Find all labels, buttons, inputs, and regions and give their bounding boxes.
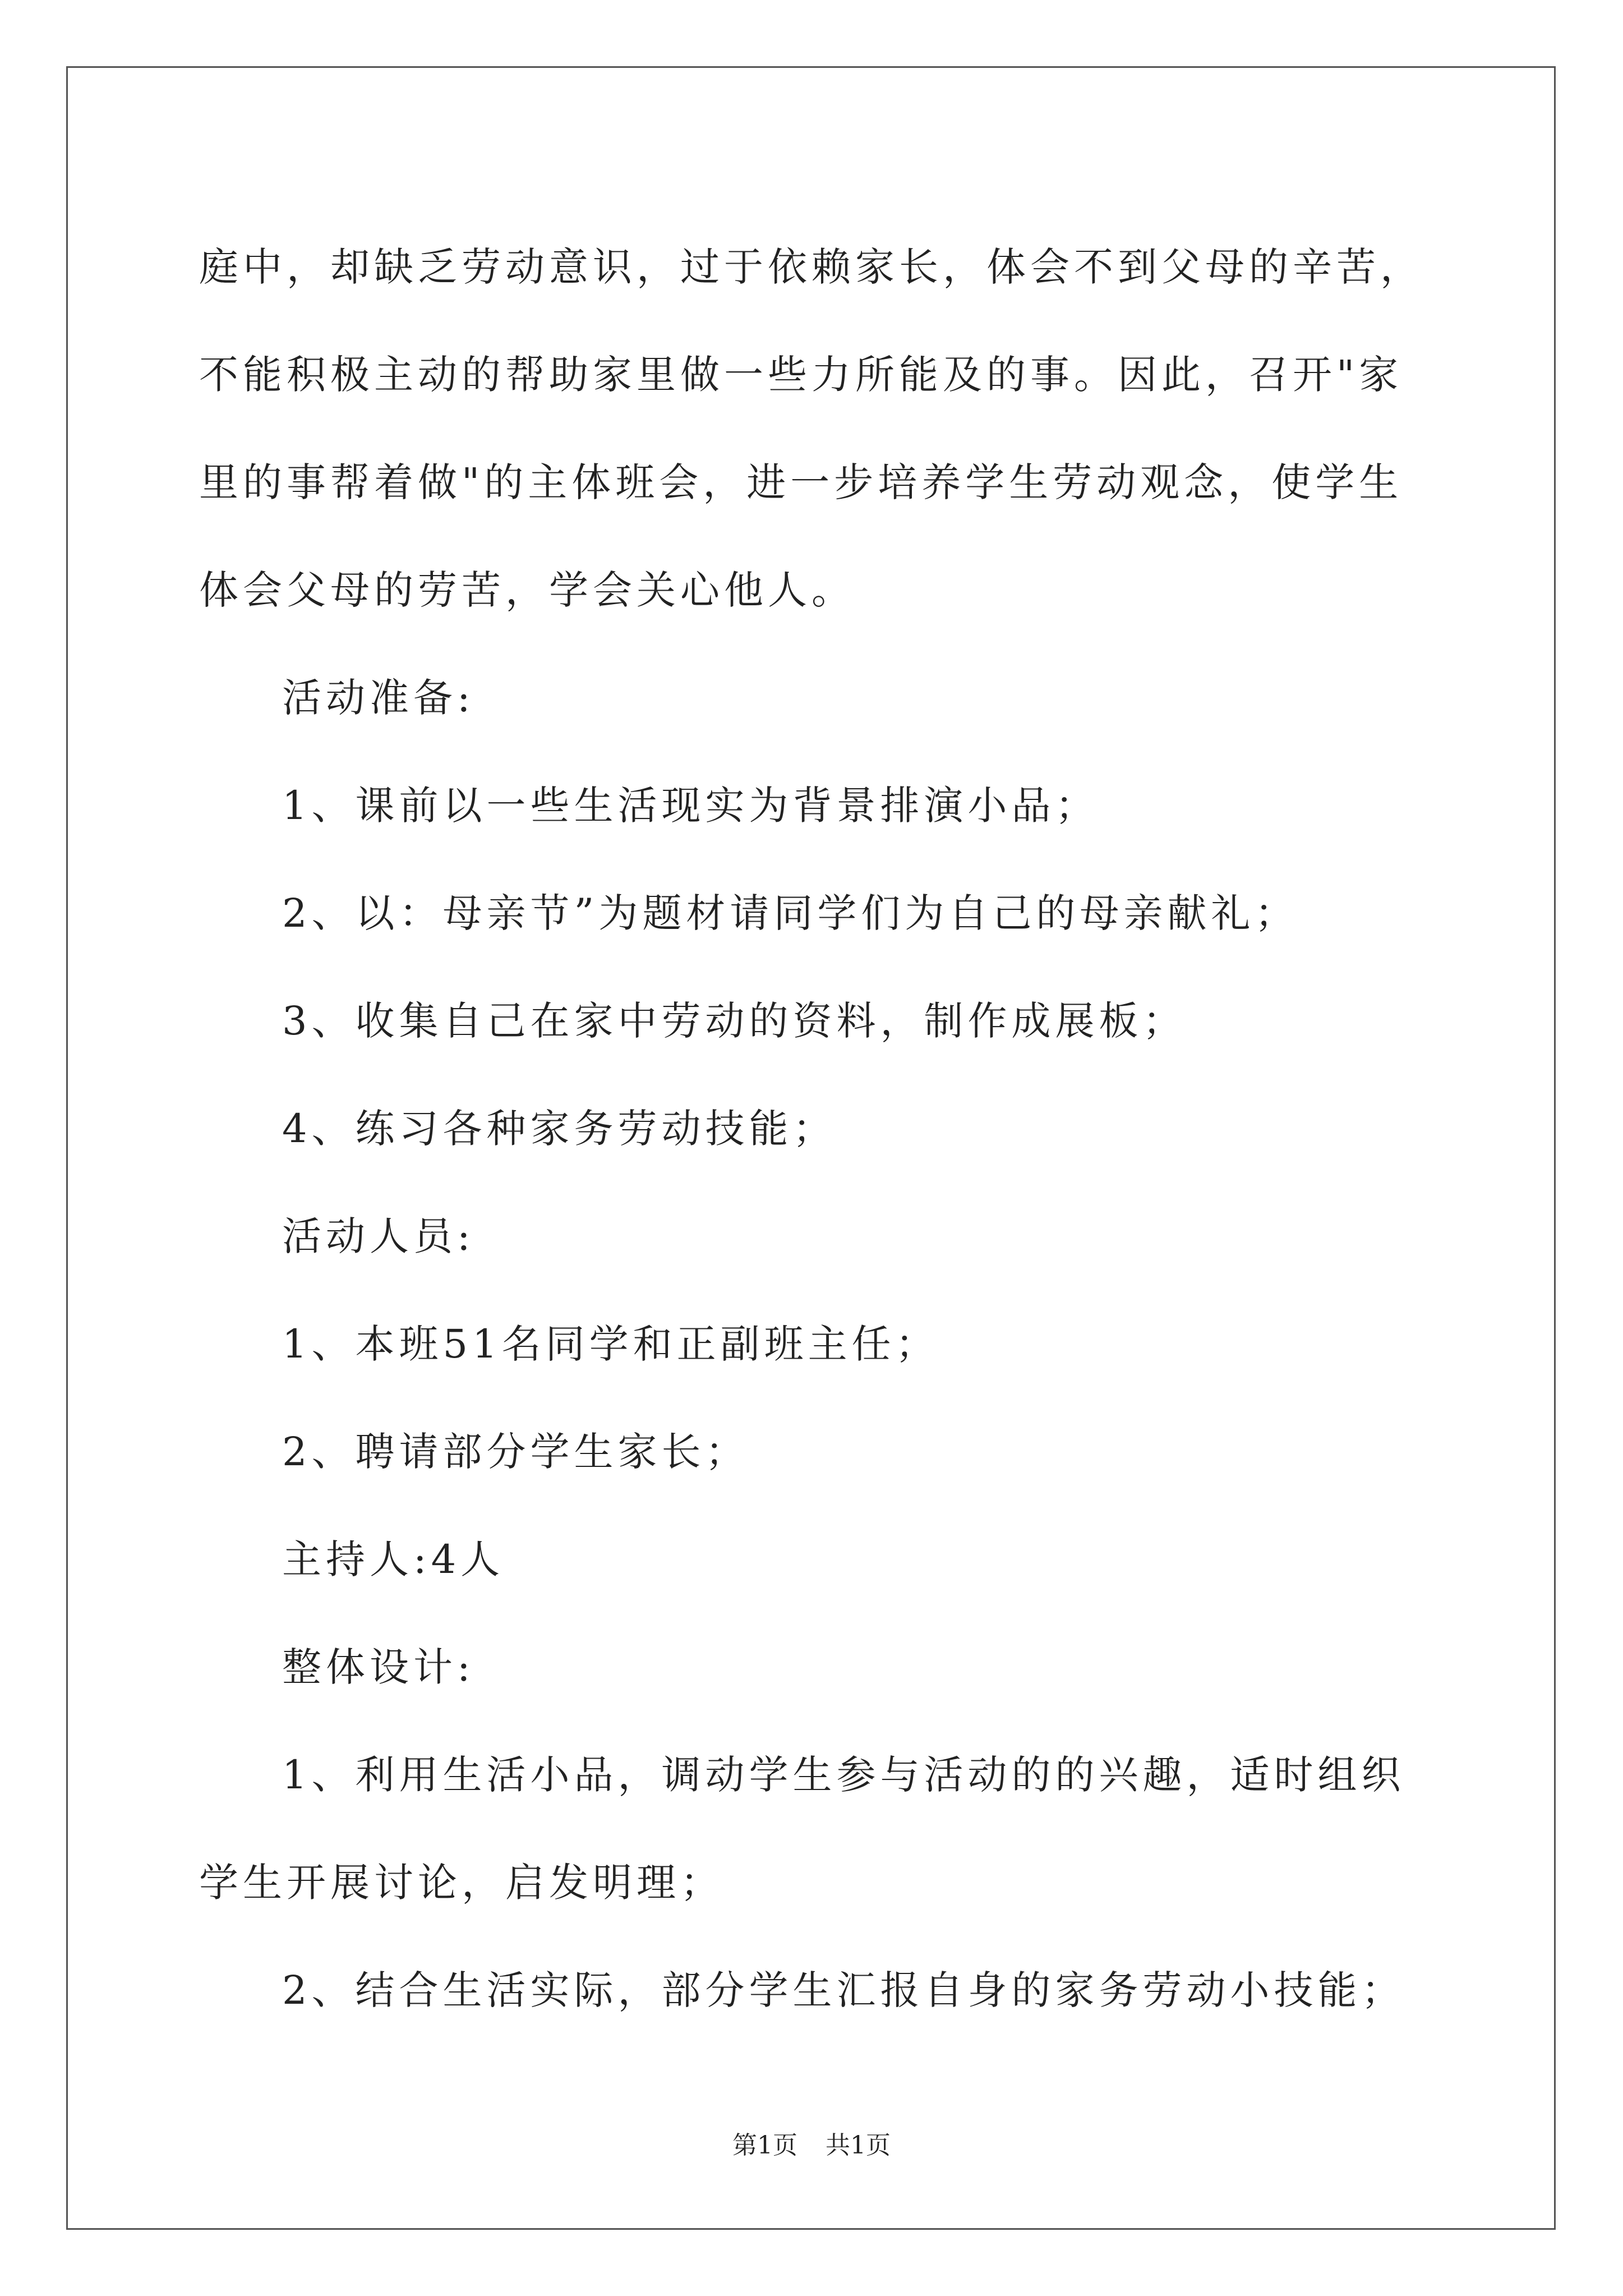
preparation-item-2: 2、以：母亲节”为题材请同学们为自己的母亲献礼； — [282, 890, 1299, 936]
page-number: 第1页 — [732, 2131, 797, 2160]
page-total: 共1页 — [826, 2131, 891, 2160]
host-line: 主持人:4人 — [282, 1536, 505, 1582]
preparation-item-4: 4、练习各种家务劳动技能； — [282, 1106, 837, 1152]
paragraph-intro: 庭中，却缺乏劳动意识，过于依赖家长，体会不到父母的辛苦，不能积极主动的帮助家里做一些力所能及的事。因此，召开"家里的事帮着做"的主体班会，进一步培养学生劳动观念，使学生体会父母的劳苦，学会关心他人。 — [199, 244, 1424, 613]
heading-activity-preparation: 活动准备: — [282, 675, 475, 721]
members-item-2: 2、聘请部分学生家长； — [282, 1429, 749, 1475]
preparation-item-1: 1、课前以一些生活现实为背景排演小品； — [282, 783, 1099, 829]
page-footer — [0, 2125, 1623, 2161]
preparation-item-3: 3、收集自己在家中劳动的资料，制作成展板； — [282, 998, 1187, 1044]
members-item-1: 1、本班51名同学和正副班主任； — [282, 1321, 939, 1367]
design-item-1: 1、利用生活小品，调动学生参与活动的的兴趣，适时组织学生开展讨论，启发明理； — [199, 1752, 1405, 1906]
document-body — [199, 213, 1433, 2044]
design-item-2: 2、结合生活实际，部分学生汇报自身的家务劳动小技能； — [282, 1967, 1405, 2013]
heading-activity-members: 活动人员: — [282, 1213, 475, 1259]
heading-overall-design: 整体设计: — [282, 1644, 475, 1690]
